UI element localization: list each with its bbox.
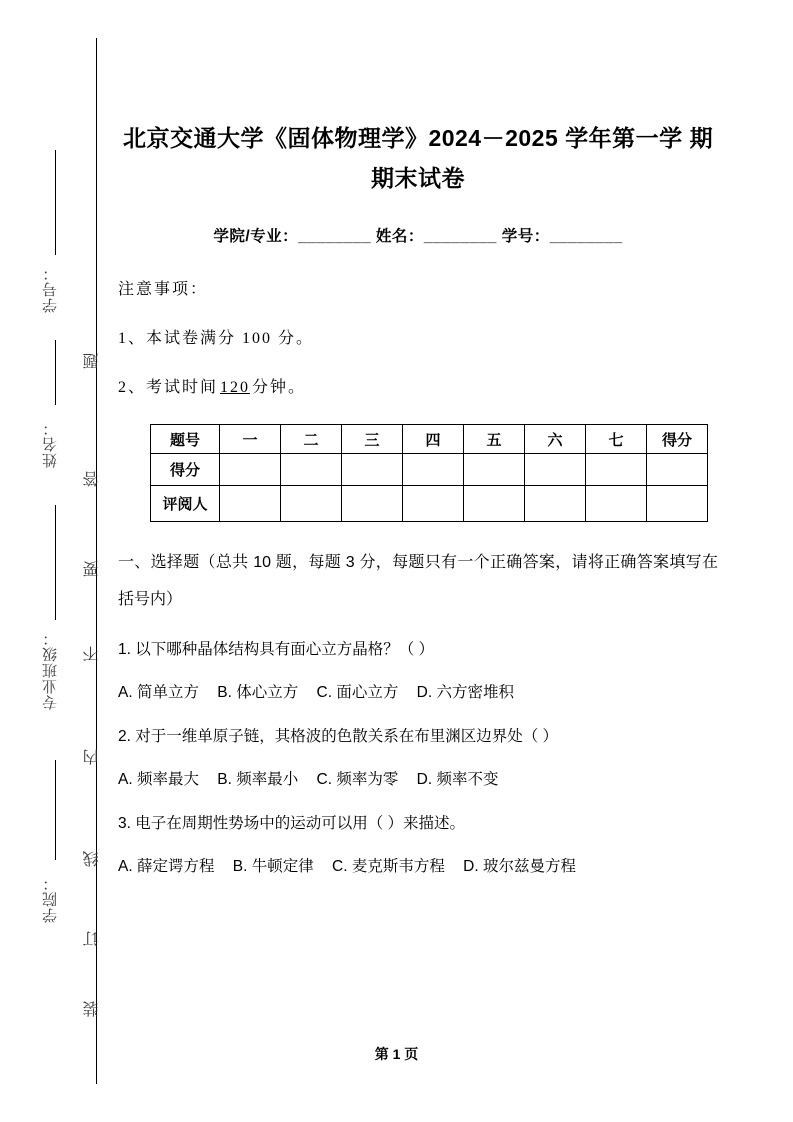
binding-outer-rule-seg4 (55, 760, 56, 860)
reviewer-cell[interactable] (403, 486, 464, 522)
notes-item-2-prefix: 2、考试时间 (118, 379, 219, 396)
notes-item-2-suffix: 分钟。 (252, 379, 307, 396)
notes-item-1: 1、本试卷满分 100 分。 (118, 330, 315, 347)
exam-content (118, 0, 718, 879)
score-cell[interactable] (281, 454, 342, 486)
question-options (118, 681, 718, 705)
reviewer-cell[interactable] (281, 486, 342, 522)
score-table (150, 424, 708, 522)
option-d[interactable]: D. 频率不变 (416, 771, 499, 788)
option-b[interactable]: B. 频率最小 (217, 771, 299, 788)
binding-char-zhuang: 装 (84, 1000, 101, 1017)
notes-heading: 注意事项： (118, 281, 209, 298)
score-cell[interactable] (464, 454, 525, 486)
table-header-cell: 三 (342, 425, 403, 454)
binding-label-student-id: 学号： (42, 265, 59, 313)
option-a[interactable]: A. 简单立方 (118, 684, 199, 701)
table-header-cell: 一 (220, 425, 281, 454)
binding-char-xian: 线 (84, 850, 101, 867)
table-header-cell: 七 (586, 425, 647, 454)
binding-char-da: 答 (84, 470, 101, 487)
exam-duration-value: 120 (220, 379, 251, 396)
binding-label-college: 学院： (42, 875, 59, 923)
table-header-cell: 五 (464, 425, 525, 454)
option-c[interactable]: C. 麦克斯韦方程 (332, 858, 445, 875)
reviewer-cell[interactable] (342, 486, 403, 522)
score-cell[interactable] (525, 454, 586, 486)
binding-char-ti: 题 (84, 352, 101, 369)
reviewer-cell[interactable] (220, 486, 281, 522)
table-row-label: 评阅人 (151, 486, 220, 522)
option-b[interactable]: B. 牛顿定律 (232, 858, 314, 875)
binding-outer-rule-seg3 (55, 505, 56, 620)
question-stem: 2. 对于一维单原子链，其格波的色散关系在布里渊区边界处（ ） (118, 728, 559, 745)
student-info-line: 学院/专业：________ 姓名：________ 学号：________ (213, 228, 623, 245)
binding-outer-rule-seg1 (55, 150, 56, 255)
score-cell[interactable] (647, 454, 708, 486)
section-one-heading: 一、选择题（总共 10 题，每题 3 分，每题只有一个正确答案，请将正确答案填写在括号内） (118, 554, 718, 608)
page-title (118, 0, 718, 198)
binding-label-name: 姓名： (42, 420, 59, 468)
page-title-line2: 期期末试卷 (371, 125, 714, 191)
reviewer-cell[interactable] (586, 486, 647, 522)
question-options (118, 768, 718, 792)
question-options (118, 855, 718, 879)
table-row-label: 得分 (151, 454, 220, 486)
binding-char-ding: 订 (84, 930, 101, 947)
binding-label-class: 专业班级： (42, 630, 59, 710)
option-b[interactable]: B. 体心立方 (217, 684, 299, 701)
question-stem: 3. 电子在周期性势场中的运动可以用（ ）来描述。 (118, 815, 466, 832)
binding-outer-rule-seg2 (55, 340, 56, 405)
score-cell[interactable] (403, 454, 464, 486)
table-row (151, 486, 708, 522)
score-cell[interactable] (342, 454, 403, 486)
binding-char-bu: 不 (84, 645, 101, 662)
reviewer-cell[interactable] (525, 486, 586, 522)
table-row-header (151, 425, 708, 454)
table-header-cell: 二 (281, 425, 342, 454)
option-a[interactable]: A. 频率最大 (118, 771, 199, 788)
binding-char-nei: 内 (84, 748, 101, 765)
page-title-line1: 北京交通大学《固体物理学》2024－2025 学年第一学 (122, 125, 683, 151)
table-header-cell: 得分 (647, 425, 708, 454)
binding-char-yao: 要 (84, 560, 101, 577)
option-d[interactable]: D. 玻尔兹曼方程 (463, 858, 576, 875)
table-row (151, 454, 708, 486)
option-c[interactable]: C. 面心立方 (316, 684, 399, 701)
notes-item-2 (118, 374, 718, 397)
score-cell[interactable] (220, 454, 281, 486)
score-cell[interactable] (586, 454, 647, 486)
page-footer: 第 1 页 (374, 1046, 419, 1062)
reviewer-cell[interactable] (647, 486, 708, 522)
question-stem: 1. 以下哪种晶体结构具有面心立方晶格？（ ） (118, 641, 435, 658)
option-a[interactable]: A. 薛定谔方程 (118, 858, 215, 875)
reviewer-cell[interactable] (464, 486, 525, 522)
binding-margin (0, 0, 110, 1122)
table-header-cell: 四 (403, 425, 464, 454)
table-header-cell: 六 (525, 425, 586, 454)
option-c[interactable]: C. 频率为零 (316, 771, 399, 788)
option-d[interactable]: D. 六方密堆积 (416, 684, 514, 701)
table-header-cell: 题号 (151, 425, 220, 454)
